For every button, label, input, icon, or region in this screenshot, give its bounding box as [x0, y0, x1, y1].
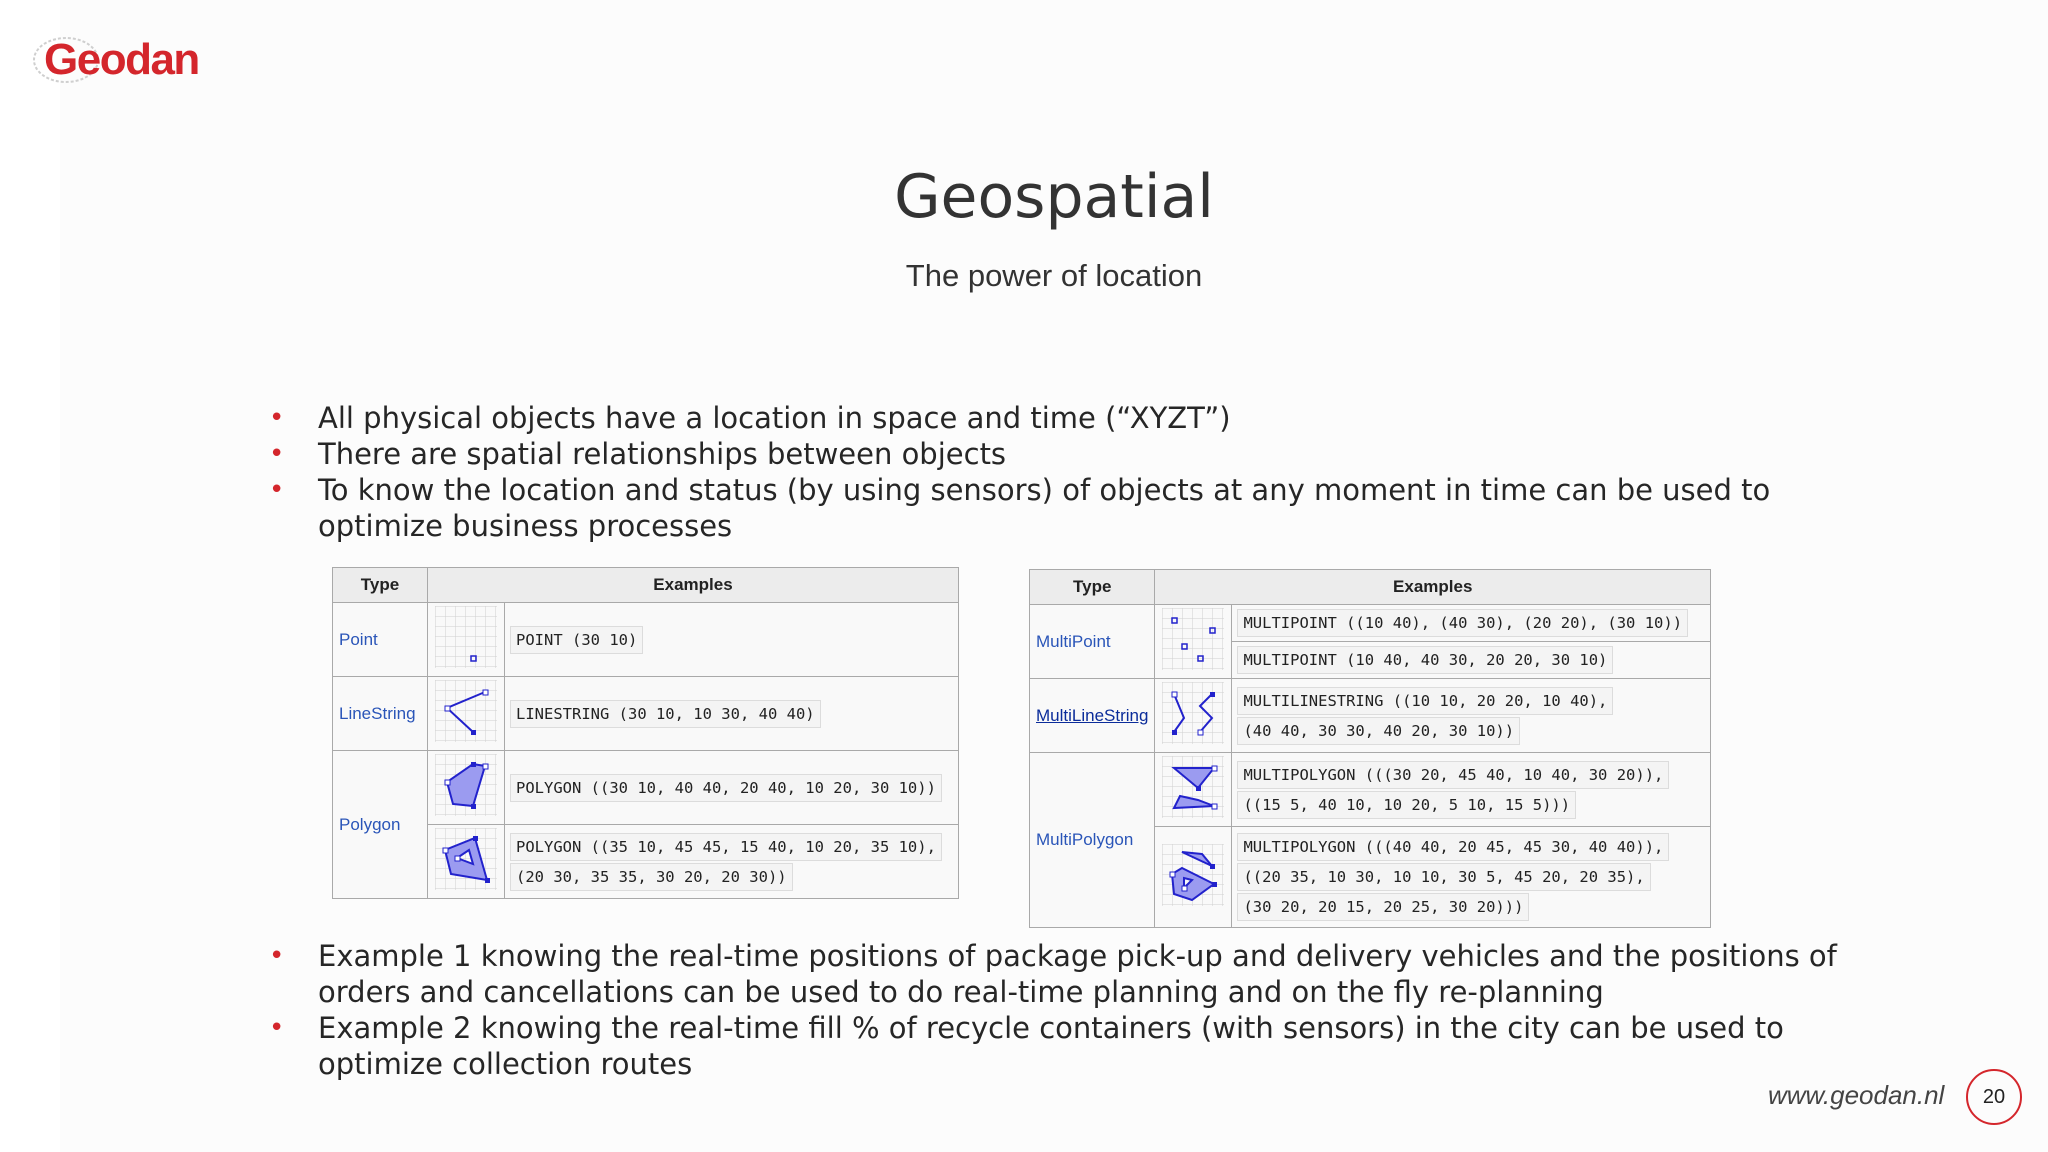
example-cell — [505, 751, 959, 825]
bullet-list-top — [262, 400, 1842, 544]
example-cell — [1232, 605, 1711, 679]
wkt-example: MULTIPOINT ((10 40), (40 30), (20 20), (30 10)) — [1237, 609, 1688, 637]
bullet-dot-icon: • — [269, 941, 285, 971]
table-row-multipolygon — [1030, 753, 1711, 827]
table-header-row — [333, 568, 959, 603]
wkt-geometry-table-left — [332, 567, 959, 899]
bullet-list-bottom — [262, 938, 1842, 1082]
example-cell — [1232, 679, 1711, 753]
bullet-item: • To know the location and status (by using sensors) of objects at any moment in time can be used to optimize business processes — [269, 473, 1771, 543]
wkt-example: (20 30, 35 35, 30 20, 20 30)) — [510, 863, 793, 891]
table-header-row — [1030, 570, 1711, 605]
table-row-multipoint — [1030, 605, 1711, 679]
wkt-example: ((20 35, 10 30, 10 10, 30 5, 45 20, 20 35), — [1237, 863, 1650, 891]
wkt-example: ((15 5, 40 10, 10 20, 5 10, 15 5))) — [1237, 791, 1576, 819]
polygon-with-hole-geometry-icon — [428, 825, 505, 899]
wkt-example: LINESTRING (30 10, 10 30, 40 40) — [510, 700, 821, 728]
bullet-item: • All physical objects have a location in space and time (“XYZT”) — [269, 401, 1231, 435]
bullet-item: • Example 1 knowing the real-time positions of package pick-up and delivery vehicles and the positions of orders and cancellations can be used to do real-time planning and on the fly re-planning — [269, 939, 1837, 1009]
type-column-header: Type — [1030, 570, 1155, 605]
examples-column-header: Examples — [428, 568, 959, 603]
type-multilinestring[interactable] — [1030, 679, 1155, 753]
example-cell — [505, 825, 959, 899]
bullet-dot-icon: • — [269, 1013, 285, 1043]
type-polygon: Polygon — [333, 751, 428, 899]
type-multipolygon: MultiPolygon — [1030, 753, 1155, 928]
type-point: Point — [333, 603, 428, 677]
multilinestring-geometry-icon — [1155, 679, 1232, 753]
table-row-point — [333, 603, 959, 677]
table-row-multilinestring — [1030, 679, 1711, 753]
multilinestring-link[interactable]: MultiLineString — [1036, 705, 1149, 725]
wkt-example: POLYGON ((35 10, 45 45, 15 40, 10 20, 35 10), — [510, 833, 942, 861]
examples-column-header: Examples — [1155, 570, 1711, 605]
geodan-logo — [34, 30, 199, 90]
slide-title: Geospatial — [894, 162, 1214, 232]
multipolygon-geometry-icon — [1155, 753, 1232, 827]
multipoint-geometry-icon — [1155, 605, 1232, 679]
slide-subtitle: The power of location — [905, 258, 1203, 293]
footer-url[interactable]: www.geodan.nl — [1768, 1080, 1945, 1110]
wkt-example: MULTIPOINT (10 40, 40 30, 20 20, 30 10) — [1237, 646, 1613, 674]
example-cell — [1232, 753, 1711, 827]
page-number-badge: 20 — [1966, 1069, 2022, 1125]
wkt-example: (40 40, 30 30, 40 20, 30 10)) — [1237, 717, 1520, 745]
example-cell — [505, 603, 959, 677]
example-cell — [1232, 827, 1711, 928]
wkt-geometry-table-right — [1029, 569, 1711, 928]
linestring-geometry-icon — [428, 677, 505, 751]
logo-wordmark: Geodan — [44, 35, 199, 84]
wkt-example: MULTIPOLYGON (((30 20, 45 40, 10 40, 30 20)), — [1237, 761, 1669, 789]
wkt-example: (30 20, 20 15, 20 25, 30 20))) — [1237, 893, 1529, 921]
type-multipoint: MultiPoint — [1030, 605, 1155, 679]
bullet-item: • Example 2 knowing the real-time fill % of recycle containers (with sensors) in the city can be used to optimize collection routes — [269, 1011, 1784, 1081]
type-column-header: Type — [333, 568, 428, 603]
wkt-example: MULTIPOLYGON (((40 40, 20 45, 45 30, 40 40)), — [1237, 833, 1669, 861]
polygon-geometry-icon — [428, 751, 505, 825]
table-row-polygon — [333, 751, 959, 825]
wkt-example: MULTILINESTRING ((10 10, 20 20, 10 40), — [1237, 687, 1613, 715]
point-geometry-icon — [428, 603, 505, 677]
multipolygon-with-hole-geometry-icon — [1155, 827, 1232, 928]
table-row-linestring — [333, 677, 959, 751]
wkt-example: POLYGON ((30 10, 40 40, 20 40, 10 20, 30 10)) — [510, 774, 942, 802]
bullet-dot-icon: • — [269, 439, 285, 469]
bullet-item: • There are spatial relationships between objects — [269, 437, 1007, 471]
example-cell — [505, 677, 959, 751]
type-linestring: LineString — [333, 677, 428, 751]
wkt-example: POINT (30 10) — [510, 626, 643, 654]
bullet-dot-icon: • — [269, 403, 285, 433]
bullet-dot-icon: • — [269, 475, 285, 505]
